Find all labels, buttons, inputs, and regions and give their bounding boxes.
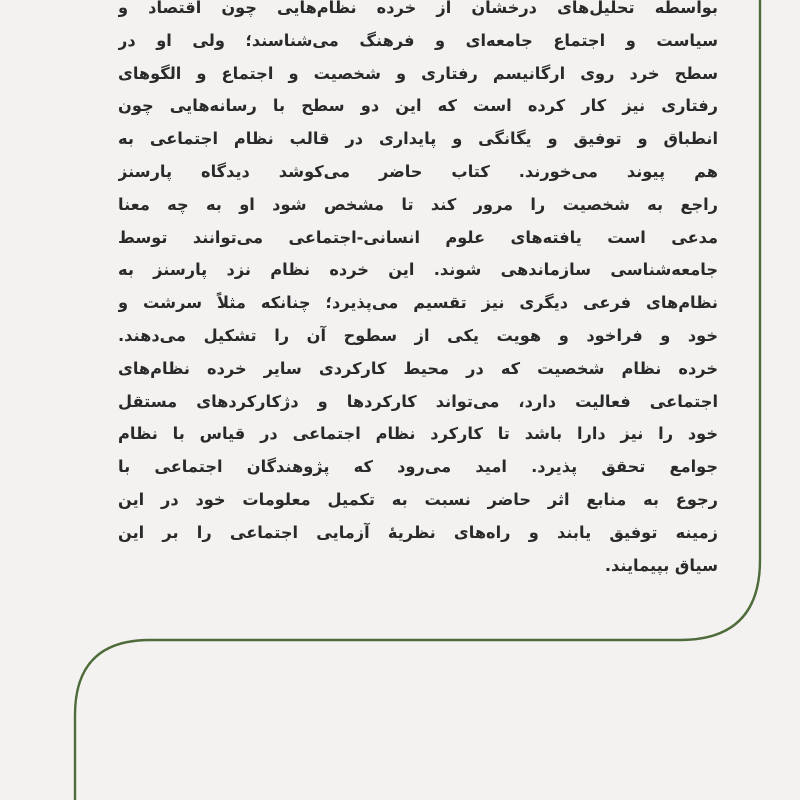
text-line: رفتاری نیز کار کرده است که این دو سطح با رسانه‌هایی چون: [118, 96, 718, 116]
text-line: سطح خرد روی ارگانیسم رفتاری و شخصیت و اجتماع و الگوهای: [118, 63, 718, 83]
text-line: زمینه توفیق یابند و راه‌های نظریهٔ آزمایی اجتماعی را بر این: [118, 522, 718, 542]
text-line: جوامع تحقق پذیرد. امید می‌رود که پژوهندگان اجتماعی با: [118, 457, 718, 477]
text-line: راجع به شخصیت را مرور کند تا مشخص شود او به چه معنا: [118, 194, 718, 214]
text-line: سیاست و اجتماع جامعه‌ای و فرهنگ می‌شناسند؛ ولی او در: [118, 30, 718, 50]
text-line: جامعه‌شناسی سازماندهی شوند. این خرده نظام نزد پارسنز به: [118, 260, 718, 280]
text-line: نظام‌های فرعی دیگری نیز تقسیم می‌پذیرد؛ چنانکه مثلاً سرشت و: [118, 293, 718, 313]
text-line: اجتماعی فعالیت دارد، می‌تواند کارکردها و دژکارکردهای مستقل: [118, 391, 718, 411]
text-line: خود را نیز دارا باشد تا کارکرد نظام اجتماعی در قیاس با نظام: [118, 424, 718, 444]
text-line: خرده نظام شخصیت که در محیط کارکردی سایر خرده نظام‌های: [118, 358, 718, 378]
body-text: [118, 0, 718, 582]
text-line: بواسطه تحلیل‌های درخشان از خرده نظام‌هایی چون اقتصاد و: [118, 0, 718, 17]
text-line: خود و فراخود و هویت یکی از سطوح آن را تشکیل می‌دهند.: [118, 325, 718, 345]
text-line: رجوع به منابع اثر حاضر نسبت به تکمیل معلومات خود در این: [118, 489, 718, 509]
text-line: هم پیوند می‌خورند. کتاب حاضر می‌کوشد دیدگاه پارسنز: [118, 161, 718, 181]
text-line: سیاق بپیمایند.: [604, 555, 718, 575]
text-line: مدعی است یافته‌های علوم انسانی-اجتماعی می‌توانند توسط: [118, 227, 718, 247]
text-line: انطباق و توفیق و یگانگی و پایداری در قالب نظام اجتماعی به: [118, 129, 718, 149]
